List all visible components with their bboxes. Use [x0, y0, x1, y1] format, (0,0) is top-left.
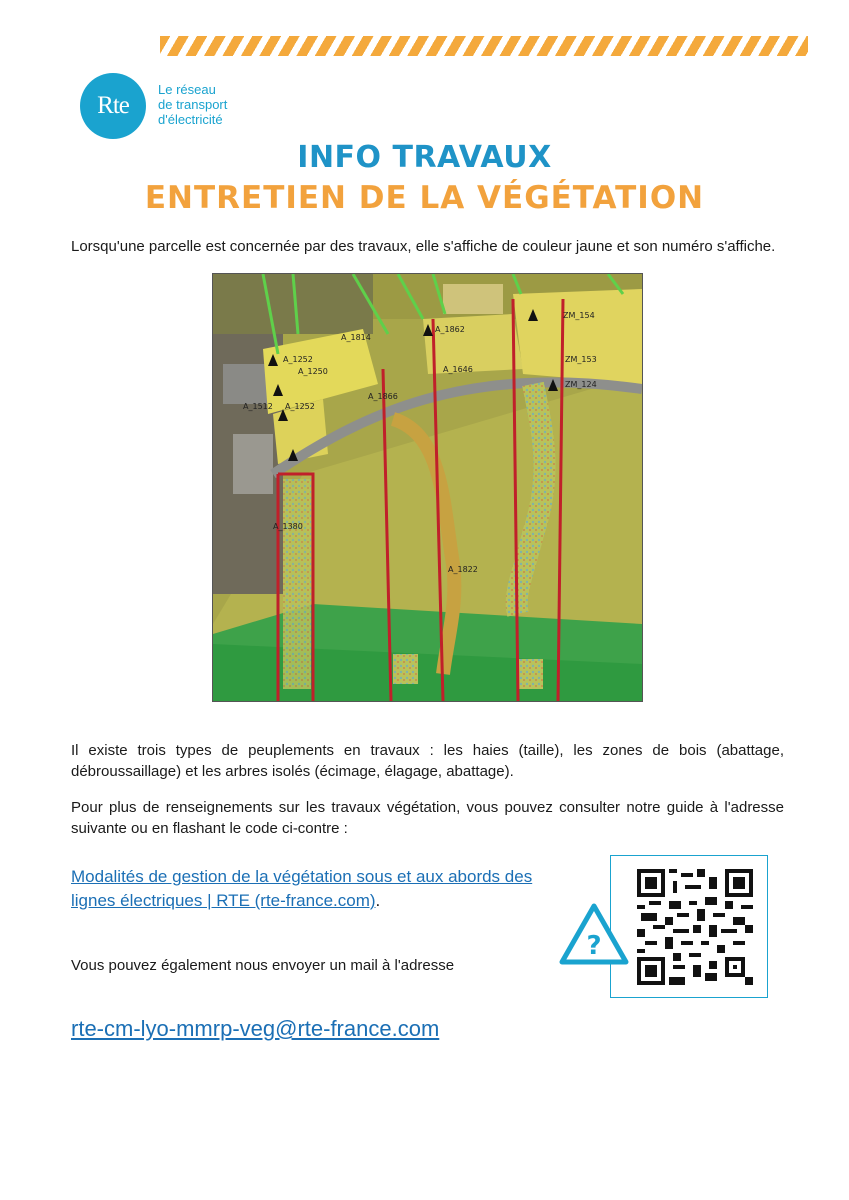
map-label: A_1250: [298, 367, 328, 376]
logo-line-1: Le réseau: [158, 82, 216, 97]
email-link[interactable]: rte-cm-lyo-mmrp-veg@rte-france.com: [71, 1016, 440, 1041]
guide-paragraph: Pour plus de renseignements sur les travaux végétation, vous pouvez consulter notre guide à l'adresse suivante ou en flashant le code ci-contre :: [71, 799, 784, 837]
guide-link[interactable]: Modalités de gestion de la végétation sous et aux abords des lignes électriques | RTE (rte-france.com): [71, 867, 533, 910]
parcel-map-image: [212, 273, 643, 702]
map-label: A_1380: [273, 522, 303, 531]
page-title: INFO TRAVAUX: [297, 140, 552, 175]
decorative-stripe-banner: [160, 36, 808, 56]
guide-link-period: .: [375, 891, 381, 910]
warning-triangle-icon: [558, 902, 630, 966]
types-paragraph: Il existe trois types de peuplements en travaux : les haies (taille), les zones de bois (abattage, débroussaillage) et les arbres isolés (écimage, élagage, abattage).: [71, 742, 784, 780]
map-label: A_1252: [285, 402, 315, 411]
logo-line-2: de transport: [158, 97, 228, 112]
qr-code[interactable]: [637, 869, 753, 985]
rte-logo: [80, 73, 146, 139]
map-label: A_1646: [443, 365, 473, 374]
map-label: ZM_154: [563, 311, 595, 320]
map-label: A_1512: [243, 402, 273, 411]
map-label: A_1862: [435, 325, 465, 334]
logo-mark: Rte: [97, 92, 129, 119]
intro-paragraph: Lorsqu'une parcelle est concernée par des travaux, elle s'affiche de couleur jaune et son numéro s'affiche.: [71, 238, 776, 255]
page-subtitle: ENTRETIEN DE LA VÉGÉTATION: [144, 180, 705, 216]
map-label: A_1252: [283, 355, 313, 364]
map-label: A_1822: [448, 565, 478, 574]
warning-symbol: ?: [586, 931, 602, 961]
map-label: A_1814: [341, 333, 371, 342]
map-label: ZM_124: [565, 380, 597, 389]
logo-line-3: d'électricité: [158, 112, 223, 127]
map-label: A_1866: [368, 392, 398, 401]
mail-paragraph: Vous pouvez également nous envoyer un mail à l'adresse: [71, 957, 455, 974]
map-label: ZM_153: [565, 355, 597, 364]
guide-link-block: [71, 865, 551, 913]
logo-tagline: [158, 82, 227, 127]
